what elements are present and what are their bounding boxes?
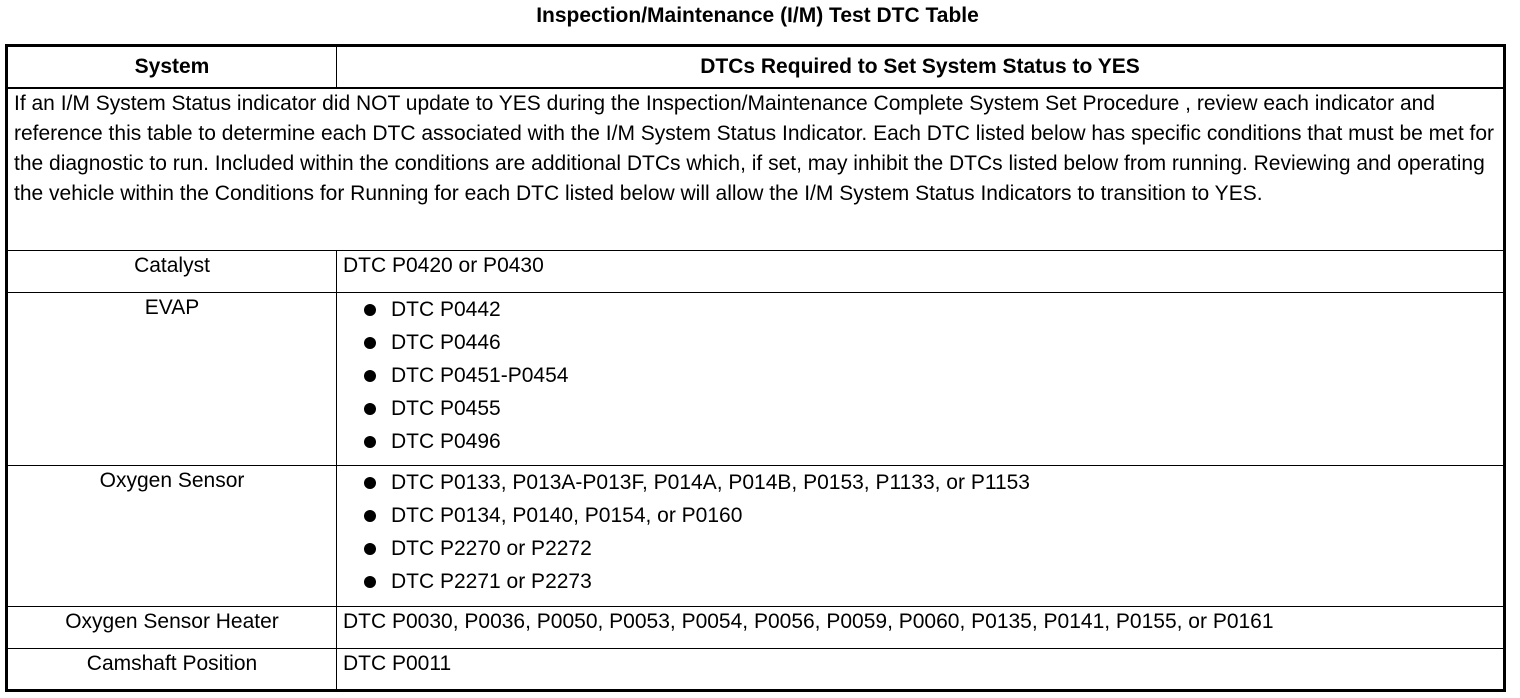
- header-system: System: [7, 46, 337, 89]
- list-item: DTC P0455: [361, 392, 1497, 425]
- table-header-row: [7, 46, 1505, 89]
- note-row: [7, 88, 1505, 250]
- list-item: DTC P0134, P0140, P0154, or P0160: [361, 499, 1497, 532]
- list-item: DTC P2270 or P2272: [361, 532, 1497, 565]
- table-row: [7, 606, 1505, 648]
- system-cell: Camshaft Position: [7, 648, 337, 690]
- table-row: [7, 648, 1505, 690]
- system-cell: Catalyst: [7, 250, 337, 292]
- list-item: DTC P2271 or P2273: [361, 565, 1497, 598]
- dtc-table: [5, 44, 1506, 692]
- dtc-cell: [337, 465, 1505, 606]
- system-cell: EVAP: [7, 292, 337, 465]
- dtc-list: [343, 466, 1497, 598]
- table-row: [7, 292, 1505, 465]
- list-item: DTC P0133, P013A-P013F, P014A, P014B, P0153, P1133, or P1153: [361, 466, 1497, 499]
- system-cell: Oxygen Sensor: [7, 465, 337, 606]
- list-item: DTC P0442: [361, 293, 1497, 326]
- table-row: [7, 250, 1505, 292]
- system-cell: Oxygen Sensor Heater: [7, 606, 337, 648]
- dtc-cell: DTC P0420 or P0430: [337, 250, 1505, 292]
- list-item: DTC P0451-P0454: [361, 359, 1497, 392]
- dtc-cell: DTC P0011: [337, 648, 1505, 690]
- dtc-cell: [337, 292, 1505, 465]
- list-item: DTC P0446: [361, 326, 1497, 359]
- dtc-list: [343, 293, 1497, 458]
- table-row: [7, 465, 1505, 606]
- table-title: Inspection/Maintenance (I/M) Test DTC Table: [536, 4, 979, 27]
- instruction-note: If an I/M System Status indicator did NOT update to YES during the Inspection/Maintenance Complete System Set Procedure , review each indicator and reference this table to determine each DTC associated with the I/M System Status Indicator. Each DTC listed below has specific conditions that must be met for the diagnostic to run. Included within the conditions are additional DTCs which, if set, may inhibit the DTCs listed below from running. Reviewing and operating the vehicle within the Conditions for Running for each DTC listed below will allow the I/M System Status Indicators to transition to YES.: [7, 88, 1505, 250]
- dtc-cell: DTC P0030, P0036, P0050, P0053, P0054, P0056, P0059, P0060, P0135, P0141, P0155, or P0161: [337, 606, 1505, 648]
- header-dtcs: DTCs Required to Set System Status to YES: [337, 46, 1505, 89]
- list-item: DTC P0496: [361, 425, 1497, 458]
